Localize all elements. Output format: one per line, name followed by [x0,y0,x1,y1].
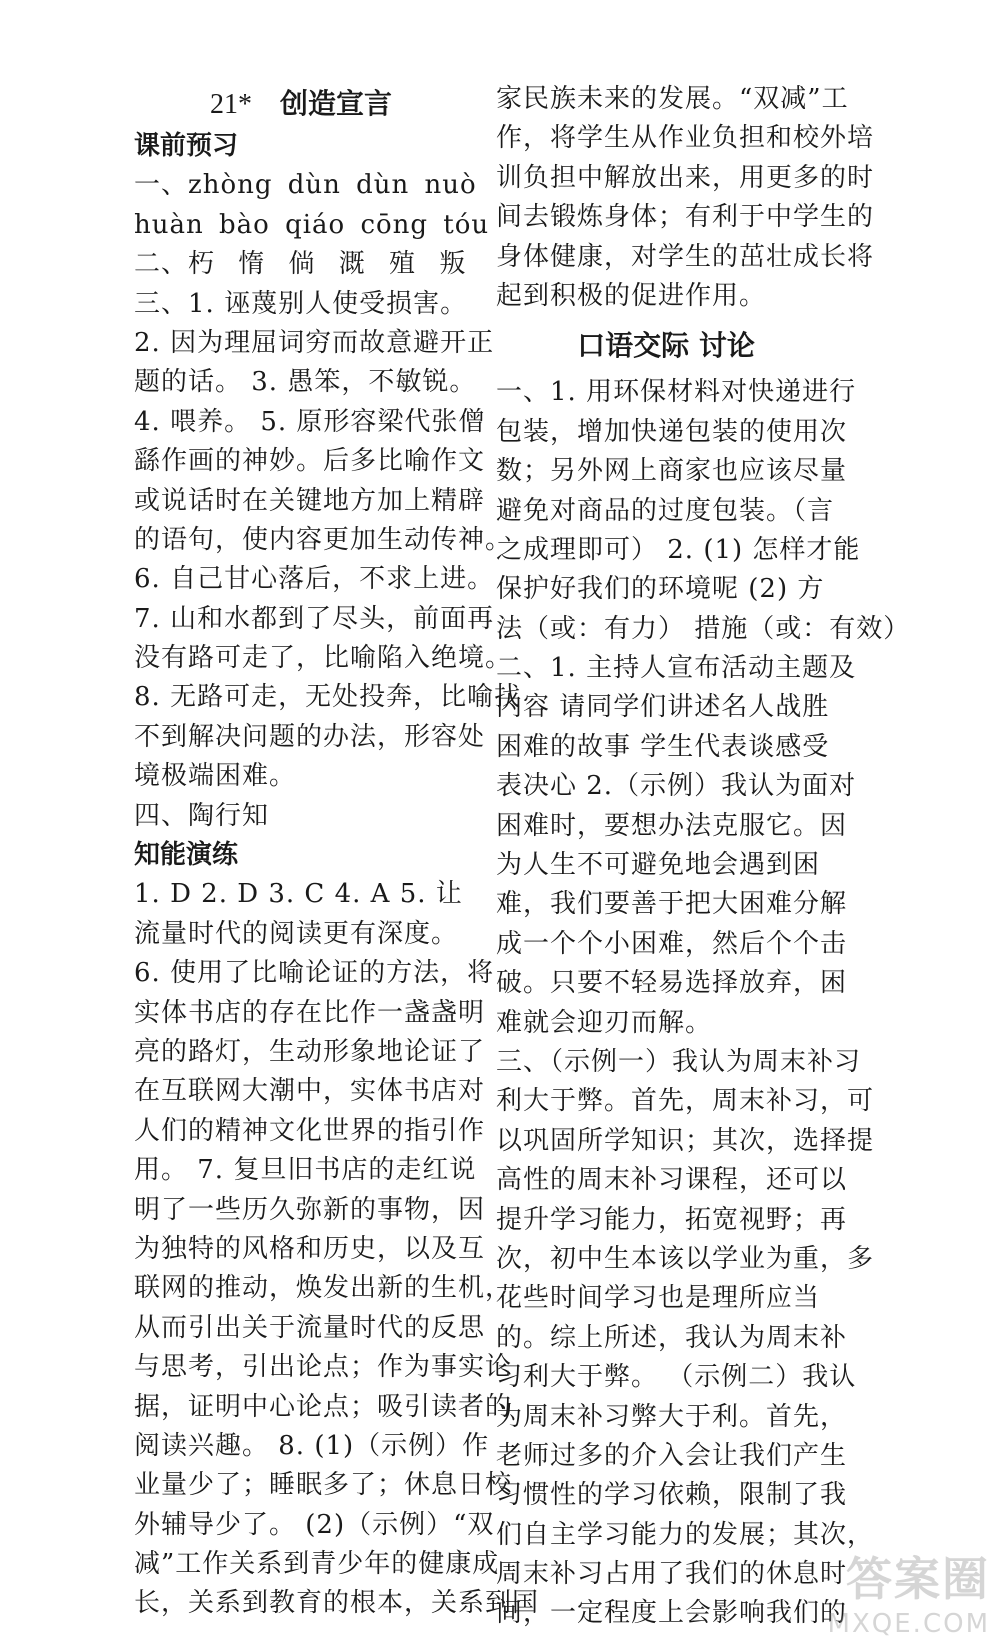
text-line: 困难时，要想办法克服它。因 [496,810,848,841]
text-line: 的。综上所述，我认为周末补 [496,1322,848,1353]
text-line: 花些时间学习也是理所应当 [496,1283,821,1314]
text-line: 作，将学生从作业负担和校外培 [496,123,875,154]
text-line: 表决心 2.（示例）我认为面对 [496,771,857,802]
text-line: 身体健康，对学生的茁壮成长将 [496,241,875,272]
text-line: 4. 喂养。 5. 原形容梁代张僧 [134,406,486,437]
text-line: 在互联网大潮中，实体书店对 [134,1076,486,1107]
text-line: 次，初中生本该以学业为重，多 [496,1243,875,1274]
text-line: 避免对商品的过度包装。（言 [496,495,835,526]
text-line: 训负担中解放出来，用更多的时 [496,162,875,193]
watermark-logo: 答案圈 [846,1552,990,1606]
text-line: 不到解决问题的办法，形容处 [134,721,486,752]
text-line: 为周末补习弊大于利。首先， [496,1401,848,1432]
text-line: 为独特的风格和历史，以及互 [134,1233,486,1264]
lesson-title [134,80,468,127]
preview-answers [134,285,522,836]
text-line: 难就会迎刃而解。 [496,1007,713,1038]
watermark-url: MXQE.COM [827,1609,990,1639]
text-line: 境极端困难。 [134,761,297,792]
text-line: 人们的精神文化世界的指引作 [134,1115,486,1146]
text-line: 减”工作关系到青少年的健康成 [134,1549,500,1580]
text-line: 的语句，使内容更加生动传神。 [134,524,513,555]
text-line: 以巩固所学知识；其次，选择提 [496,1125,875,1156]
text-line: 业量少了；睡眠多了；休息日校 [134,1470,513,1501]
lesson-number: 21* [209,89,252,120]
text-line: 包装，增加快递包装的使用次 [496,416,848,447]
pinyin-line-2: huàn bào qiáo cōng tóu [134,209,490,240]
oral-section-title: 口语交际 讨论 [577,329,755,363]
text-line: 亮的路灯，生动形象地论证了 [134,1036,486,1067]
text-line: 或说话时在关键地方加上精辟 [134,485,486,516]
text-line: 内容 请同学们讲述名人战胜 [496,692,830,723]
text-line: 家民族未来的发展。“双减”工 [496,84,849,114]
text-line: 周末补习占用了我们的休息时 [496,1559,848,1590]
text-line: 繇作画的神妙。后多比喻作文 [134,446,486,477]
text-line: 四、陶行知 [134,800,270,831]
text-line: 起到积极的促进作用。 [496,280,767,311]
text-line: 用。 7. 复旦旧书店的走红说 [134,1155,477,1186]
text-line: 2. 因为理屈词穷而故意避开正 [134,327,495,358]
text-line: 1. D 2. D 3. C 4. A 5. 让 [134,879,463,910]
text-line: 间去锻炼身体；有利于中学生的 [496,202,875,233]
text-line: 二、1. 主持人宣布活动主题及 [496,653,857,684]
text-line: 联网的推动，焕发出新的生机， [134,1273,513,1304]
text-line: 老师过多的介入会让我们产生 [496,1440,848,1471]
practice-answers [134,875,540,1623]
right-column [496,80,911,1634]
text-line: 6. 使用了比喻论证的方法，将 [134,958,495,989]
text-line: 破。只要不轻易选择放弃，困 [496,968,848,999]
practice-heading: 知能演练 [134,840,239,871]
text-line: 外辅导少了。 (2)（示例）“双 [134,1509,495,1540]
pinyin-line-1: 一、zhòng dùn dùn nuò [134,170,477,201]
text-line: 成一个个小困难，然后个个击 [496,928,848,959]
text-line: 提升学习能力，拓宽视野；再 [496,1204,848,1235]
text-line: 阅读兴趣。 8. (1)（示例）作 [134,1430,490,1461]
text-line: 间，一定程度上会影响我们的 [496,1598,848,1629]
text-line: 困难的故事 学生代表谈感受 [496,731,830,762]
watermark [775,1543,990,1643]
text-line: 6. 自己甘心落后，不求上进。 [134,564,495,595]
text-line: 习惯性的学习依赖，限制了我 [496,1480,848,1511]
lesson-title-text: 创造宣言 [279,87,392,120]
text-line: 明了一些历久弥新的事物，因 [134,1194,486,1225]
text-line: 为人生不可避免地会遇到困 [496,850,821,881]
text-line: 难，我们要善于把大困难分解 [496,889,848,920]
text-line: 保护好我们的环境呢 (2) 方 [496,574,825,605]
text-line: 法（或：有力） 措施（或：有效） [496,613,911,644]
text-line: 利大于弊。首先，周末补习，可 [496,1086,875,1117]
text-line: 从而引出关于流量时代的反思 [134,1312,486,1343]
text-line: 流量时代的阅读更有深度。 [134,918,459,949]
text-line: 高性的周末补习课程，还可以 [496,1165,848,1196]
continued-answer [496,80,875,316]
text-line: 习利大于弊。 （示例二）我认 [496,1362,857,1393]
text-line: 题的话。 3. 愚笨，不敏锐。 [134,367,477,398]
text-line: 实体书店的存在比作一盏盏明 [134,997,486,1028]
text-line: 8. 无路可走，无处投奔，比喻找 [134,682,522,713]
text-line: 与思考，引出论点；作为事实论 [134,1352,513,1383]
left-column [134,80,540,1624]
text-line: 没有路可走了，比喻陷入绝境。 [134,643,513,674]
preview-heading: 课前预习 [134,131,239,161]
text-line: 们自主学习能力的发展；其次， [496,1519,875,1550]
text-line: 据，证明中心论点；吸引读者的 [134,1391,513,1422]
text-line: 一、1. 用环保材料对快递进行 [496,377,857,408]
text-line: 三、1. 诬蔑别人使受损害。 [134,288,468,319]
text-line: 数；另外网上商家也应该尽量 [496,456,848,487]
text-line: 三、（示例一）我认为周末补习 [496,1046,862,1077]
text-line: 之成理即可） 2. (1) 怎样才能 [496,534,861,565]
chars-line: 二、朽 惰 倘 溉 殖 叛 [134,249,467,280]
text-line: 长，关系到教育的根本，关系到国 [134,1588,540,1619]
text-line: 7. 山和水都到了尽头，前面再 [134,603,495,634]
oral-answers [496,373,911,1634]
